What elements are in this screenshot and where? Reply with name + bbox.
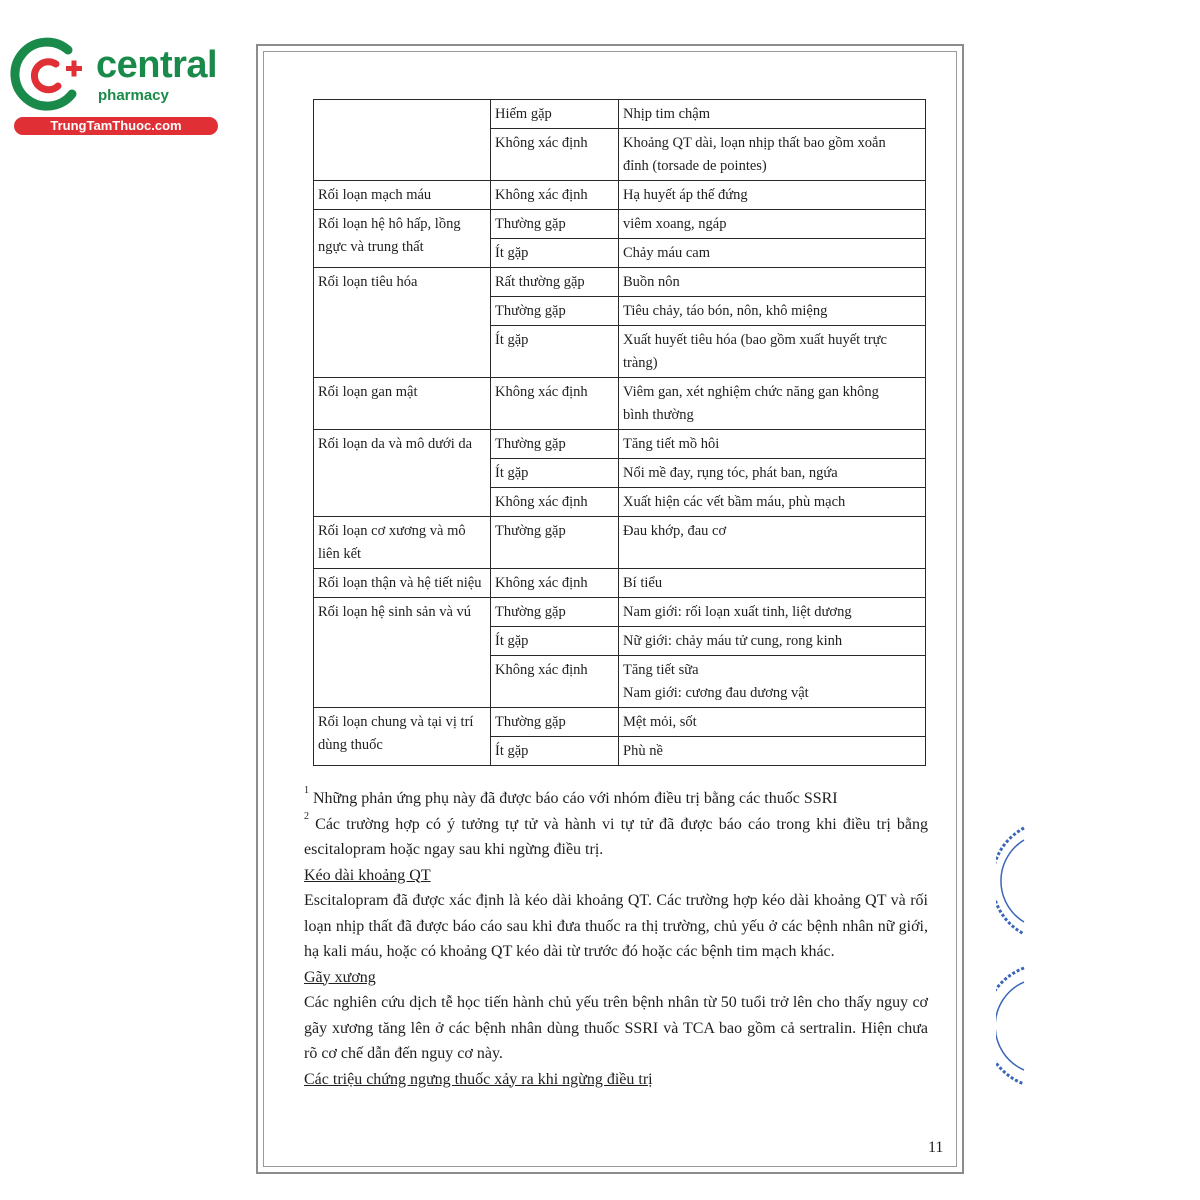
footnote-2-mark: 2 bbox=[304, 810, 309, 822]
adverse-effect-line: tràng) bbox=[623, 355, 658, 371]
organ-class-cell: Rối loạn hệ sinh sản và vú bbox=[314, 598, 491, 708]
paragraph-bone-fracture: Các nghiên cứu dịch tễ học tiến hành chủ yếu trên bệnh nhân từ 50 tuổi trở lên cho thấy nguy cơ gãy xương tăng lên ở các bệnh nhân dùng thuốc SSRI và TCA bao gồm cả sertralin. Hiện chưa rõ cơ chế dẫn đến nguy cơ này. bbox=[304, 994, 928, 1062]
organ-class-cell: Rối loạn da và mô dưới da bbox=[314, 430, 491, 517]
adverse-effect-cell bbox=[619, 517, 926, 569]
footnote-1 bbox=[304, 786, 928, 812]
frequency-cell: Không xác định bbox=[491, 569, 619, 598]
frequency-cell: Không xác định bbox=[491, 181, 619, 210]
adverse-effect-line: Nhịp tim chậm bbox=[623, 106, 710, 122]
page-number: 11 bbox=[928, 1139, 944, 1156]
central-pharmacy-logo bbox=[10, 36, 218, 136]
organ-class-cell: Rối loạn hệ hô hấp, lồng ngực và trung thất bbox=[314, 210, 491, 268]
paragraph-qt-prolongation: Escitalopram đã được xác định là kéo dài khoảng QT. Các trường hợp kéo dài khoảng QT và rối loạn nhịp thất đã được báo cáo sau khi đưa thuốc ra thị trường, chủ yếu ở các bệnh nhân nữ giới, hạ kali máu, hoặc có khoảng QT kéo dài từ trước đó hoặc các bệnh tim mạch khác. bbox=[304, 892, 928, 960]
table-row bbox=[314, 598, 926, 627]
frequency-cell: Thường gặp bbox=[491, 430, 619, 459]
frequency-cell: Hiếm gặp bbox=[491, 100, 619, 129]
adverse-effect-line: Hạ huyết áp thế đứng bbox=[623, 187, 748, 203]
adverse-effect-cell bbox=[619, 656, 926, 708]
table-row bbox=[314, 100, 926, 129]
logo-sub-text: pharmacy bbox=[98, 87, 169, 104]
adverse-effect-cell bbox=[619, 737, 926, 766]
heading-qt-prolongation: Kéo dài khoảng QT bbox=[304, 866, 431, 884]
adverse-effect-line: Tiêu chảy, táo bón, nôn, khô miệng bbox=[623, 303, 828, 319]
footnote-1-mark: 1 bbox=[304, 785, 309, 796]
adverse-effect-line: Xuất huyết tiêu hóa (bao gồm xuất huyết trực bbox=[623, 332, 887, 348]
adverse-effect-line: Nổi mề đay, rụng tóc, phát ban, ngứa bbox=[623, 465, 838, 481]
frequency-cell: Thường gặp bbox=[491, 210, 619, 239]
frequency-cell: Rất thường gặp bbox=[491, 268, 619, 297]
footnote-2-text: Các trường hợp có ý tưởng tự tử và hành vi tự tử đã được báo cáo trong khi điều trị bằng escitalopram hoặc ngay sau khi ngừng điều trị. bbox=[304, 815, 929, 858]
table-row bbox=[314, 430, 926, 459]
logo-mark-icon bbox=[10, 36, 94, 114]
adverse-effect-line: Nam giới: rối loạn xuất tinh, liệt dương bbox=[623, 604, 852, 620]
table-row bbox=[314, 210, 926, 239]
adverse-effect-cell bbox=[619, 100, 926, 129]
adverse-effect-line: bình thường bbox=[623, 407, 694, 423]
adverse-effect-line: Chảy máu cam bbox=[623, 245, 710, 261]
adverse-effect-cell bbox=[619, 326, 926, 378]
adverse-effect-cell bbox=[619, 181, 926, 210]
frequency-cell: Thường gặp bbox=[491, 517, 619, 569]
table-row bbox=[314, 569, 926, 598]
adverse-effect-cell bbox=[619, 297, 926, 326]
organ-class-cell: Rối loạn cơ xương và mô liên kết bbox=[314, 517, 491, 569]
frequency-cell: Ít gặp bbox=[491, 326, 619, 378]
footnote-1-text: Những phản ứng phụ này đã được báo cáo với nhóm điều trị bằng các thuốc SSRI bbox=[313, 790, 838, 807]
adverse-effect-cell bbox=[619, 430, 926, 459]
adverse-effect-cell bbox=[619, 459, 926, 488]
adverse-effect-cell bbox=[619, 239, 926, 268]
frequency-cell: Ít gặp bbox=[491, 459, 619, 488]
adverse-effect-line: Tăng tiết sữa bbox=[623, 662, 699, 678]
logo-brand-text: central bbox=[96, 44, 218, 86]
adverse-effect-cell bbox=[619, 569, 926, 598]
logo-site-badge: TrungTamThuoc.com bbox=[14, 117, 218, 135]
adverse-effect-line: Bí tiểu bbox=[623, 575, 663, 591]
organ-class-cell bbox=[314, 100, 491, 181]
adverse-effect-cell bbox=[619, 627, 926, 656]
frequency-cell: Thường gặp bbox=[491, 297, 619, 326]
adverse-effect-line: Nam giới: cương đau dương vật bbox=[623, 685, 809, 701]
frequency-cell: Không xác định bbox=[491, 488, 619, 517]
organ-class-cell: Rối loạn mạch máu bbox=[314, 181, 491, 210]
table-row bbox=[314, 181, 926, 210]
frequency-cell: Ít gặp bbox=[491, 737, 619, 766]
heading-bone-fracture: Gãy xương bbox=[304, 968, 376, 986]
stamp-seal-top-icon bbox=[996, 826, 1026, 936]
adverse-effect-cell bbox=[619, 129, 926, 181]
notes-section bbox=[304, 786, 928, 1092]
table-row bbox=[314, 708, 926, 737]
frequency-cell: Thường gặp bbox=[491, 708, 619, 737]
frequency-cell: Ít gặp bbox=[491, 627, 619, 656]
frequency-cell: Ít gặp bbox=[491, 239, 619, 268]
adverse-effect-line: Tăng tiết mồ hôi bbox=[623, 436, 720, 452]
frequency-cell: Không xác định bbox=[491, 129, 619, 181]
organ-class-cell: Rối loạn chung và tại vị trí dùng thuốc bbox=[314, 708, 491, 766]
table-row bbox=[314, 268, 926, 297]
adverse-effect-line: Phù nề bbox=[623, 743, 663, 759]
adverse-effect-line: Nữ giới: chảy máu tử cung, rong kinh bbox=[623, 633, 843, 649]
table-row bbox=[314, 517, 926, 569]
adverse-effect-line: Buồn nôn bbox=[623, 274, 680, 290]
adverse-effect-cell bbox=[619, 708, 926, 737]
frequency-cell: Không xác định bbox=[491, 378, 619, 430]
adverse-effect-cell bbox=[619, 598, 926, 627]
footnote-2 bbox=[304, 812, 928, 863]
heading-withdrawal-symptoms: Các triệu chứng ngưng thuốc xảy ra khi ngừng điều trị bbox=[304, 1070, 653, 1088]
adverse-effects-table bbox=[313, 99, 926, 766]
table-row bbox=[314, 378, 926, 430]
frequency-cell: Không xác định bbox=[491, 656, 619, 708]
organ-class-cell: Rối loạn tiêu hóa bbox=[314, 268, 491, 378]
adverse-effect-line: Xuất hiện các vết bầm máu, phù mạch bbox=[623, 494, 846, 510]
adverse-effect-cell bbox=[619, 210, 926, 239]
adverse-effect-cell bbox=[619, 268, 926, 297]
adverse-effect-line: Viêm gan, xét nghiệm chức năng gan không bbox=[623, 384, 879, 400]
adverse-effect-line: Khoảng QT dài, loạn nhịp thất bao gồm xoắn bbox=[623, 135, 886, 151]
organ-class-cell: Rối loạn thận và hệ tiết niệu bbox=[314, 569, 491, 598]
adverse-effect-line: Mệt mỏi, sốt bbox=[623, 714, 697, 730]
adverse-effect-line: đỉnh (torsade de pointes) bbox=[623, 158, 767, 174]
adverse-effect-cell bbox=[619, 488, 926, 517]
frequency-cell: Thường gặp bbox=[491, 598, 619, 627]
stamp-seal-bottom-icon bbox=[996, 966, 1026, 1086]
adverse-effect-line: viêm xoang, ngáp bbox=[623, 216, 727, 232]
organ-class-cell: Rối loạn gan mật bbox=[314, 378, 491, 430]
adverse-effect-line: Đau khớp, đau cơ bbox=[623, 523, 727, 539]
adverse-effect-cell bbox=[619, 378, 926, 430]
